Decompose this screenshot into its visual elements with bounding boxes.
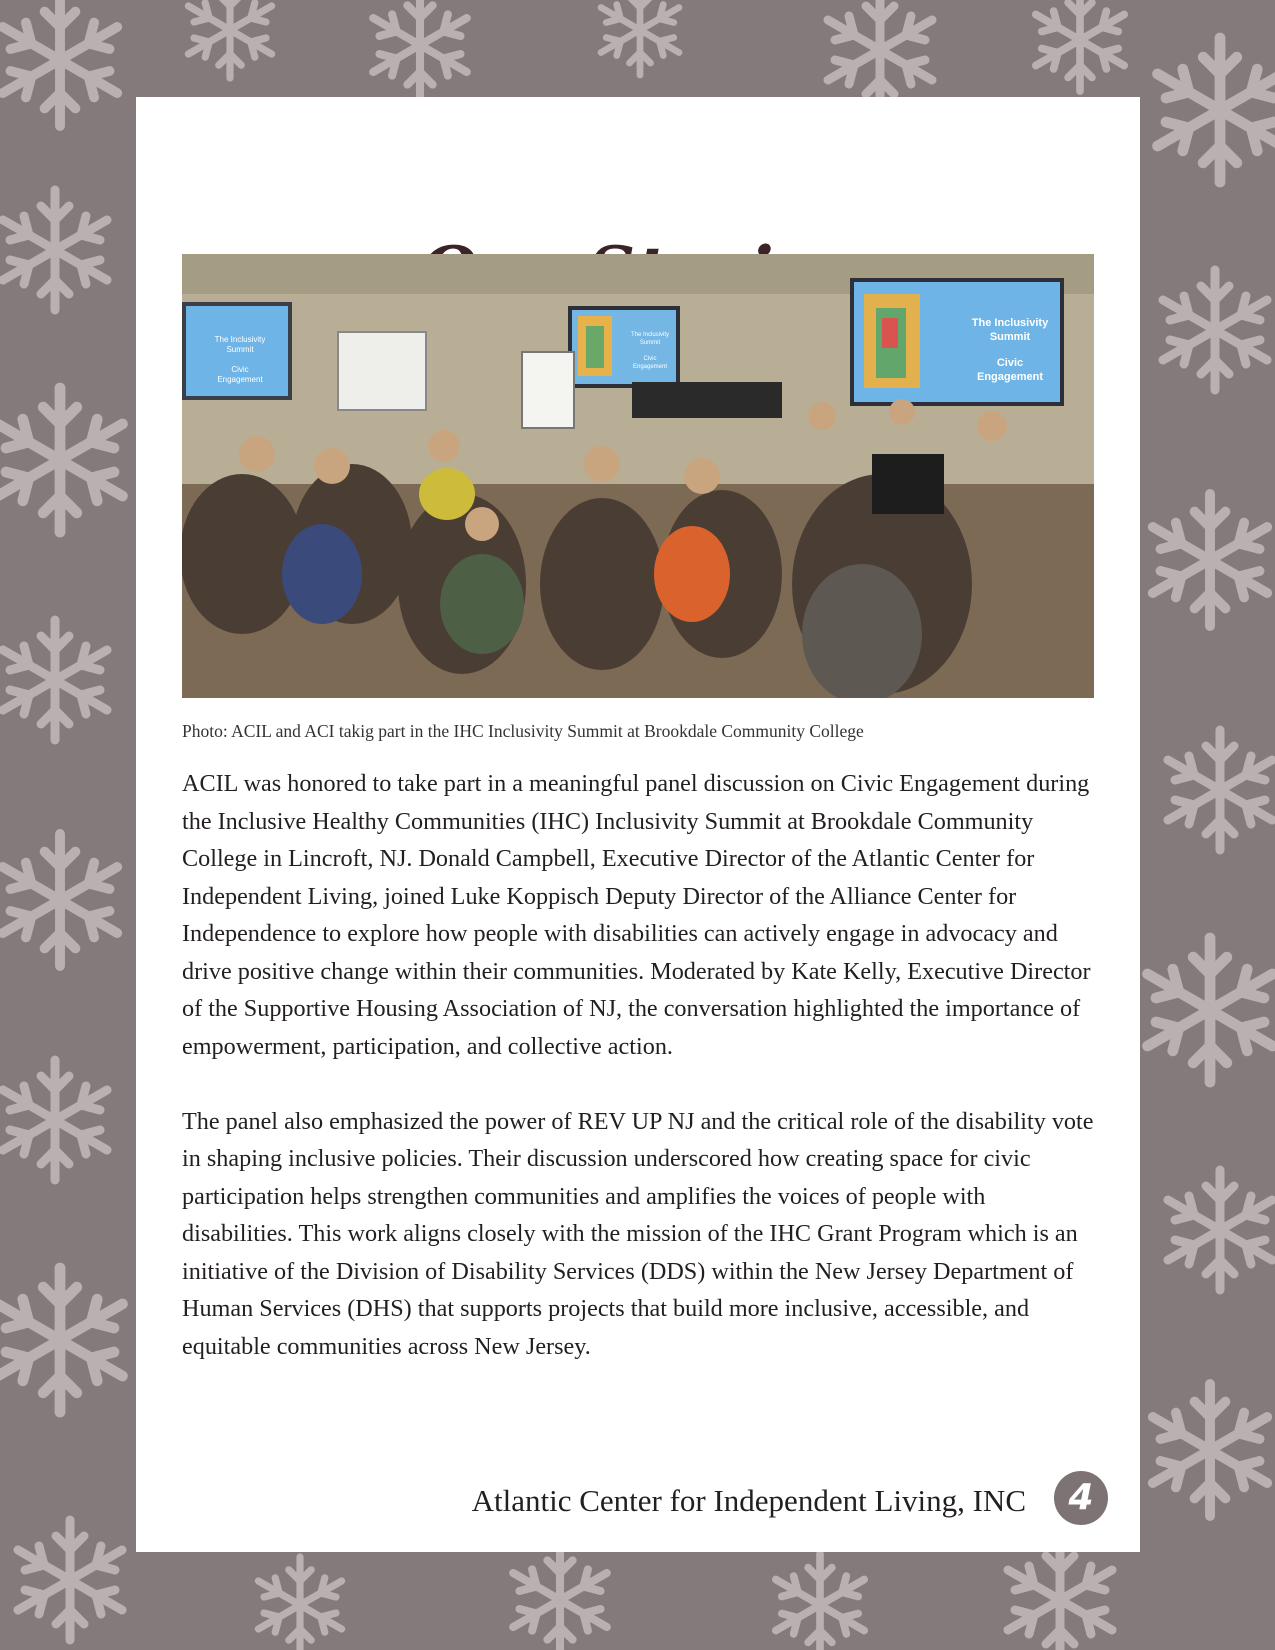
article-body	[182, 765, 1094, 1403]
paragraph: ACIL was honored to take part in a meaningful panel discussion on Civic Engagement during the Inclusive Healthy Communities (IHC) Inclusivity Summit at Brookdale Community College in Lincroft, NJ. Donald Campbell, Executive Director of the Atlantic Center for Independent Living, joined Luke Koppisch Deputy Director of the Alliance Center for Independence to explore how people with disabilities can actively engage in advocacy and drive positive change within their communities. Moderated by Kate Kelly, Executive Director of the Supportive Housing Association of NJ, the conversation highlighted the importance of empowerment, participation, and collective action.	[182, 770, 1091, 1060]
summit-photo-illustration	[182, 254, 1094, 698]
svg-text:Summit: Summit	[226, 345, 254, 354]
svg-text:Summit: Summit	[639, 340, 661, 346]
svg-text:The Inclusivity: The Inclusivity	[971, 317, 1049, 329]
screen-left	[182, 302, 292, 400]
screen-middle	[568, 306, 680, 388]
footer-organization: Atlantic Center for Independent Living, INC	[471, 1483, 1026, 1518]
svg-text:Engagement: Engagement	[976, 371, 1044, 383]
svg-text:The Inclusivity: The Inclusivity	[630, 332, 670, 338]
svg-text:Summit: Summit	[989, 331, 1031, 343]
page-number-badge: 4	[1054, 1471, 1108, 1525]
svg-text:Civic: Civic	[643, 356, 657, 362]
photo-caption: Photo: ACIL and ACI takig part in the IHC Inclusivity Summit at Brookdale Community College	[182, 721, 864, 741]
content-card	[136, 97, 1140, 1552]
svg-text:Engagement: Engagement	[217, 375, 263, 384]
screen-right	[850, 278, 1064, 406]
paragraph: The panel also emphasized the power of REV UP NJ and the critical role of the disability vote in shaping inclusive policies. Their discussion underscored how creating space for civic participation helps strengthen communities and amplifies the voices of people with disabilities. This work aligns closely with the mission of the IHC Grant Program which is an initiative of the Division of Disability Services (DDS) within the New Jersey Department of Human Services (DHS) that supports projects that build more inclusive, accessible, and equitable communities across New Jersey.	[182, 1107, 1094, 1360]
summit-photo	[182, 254, 1094, 698]
svg-text:Engagement: Engagement	[632, 364, 668, 370]
svg-text:Civic: Civic	[231, 365, 249, 374]
svg-text:Civic: Civic	[996, 357, 1024, 369]
svg-text:The Inclusivity: The Inclusivity	[214, 335, 266, 344]
